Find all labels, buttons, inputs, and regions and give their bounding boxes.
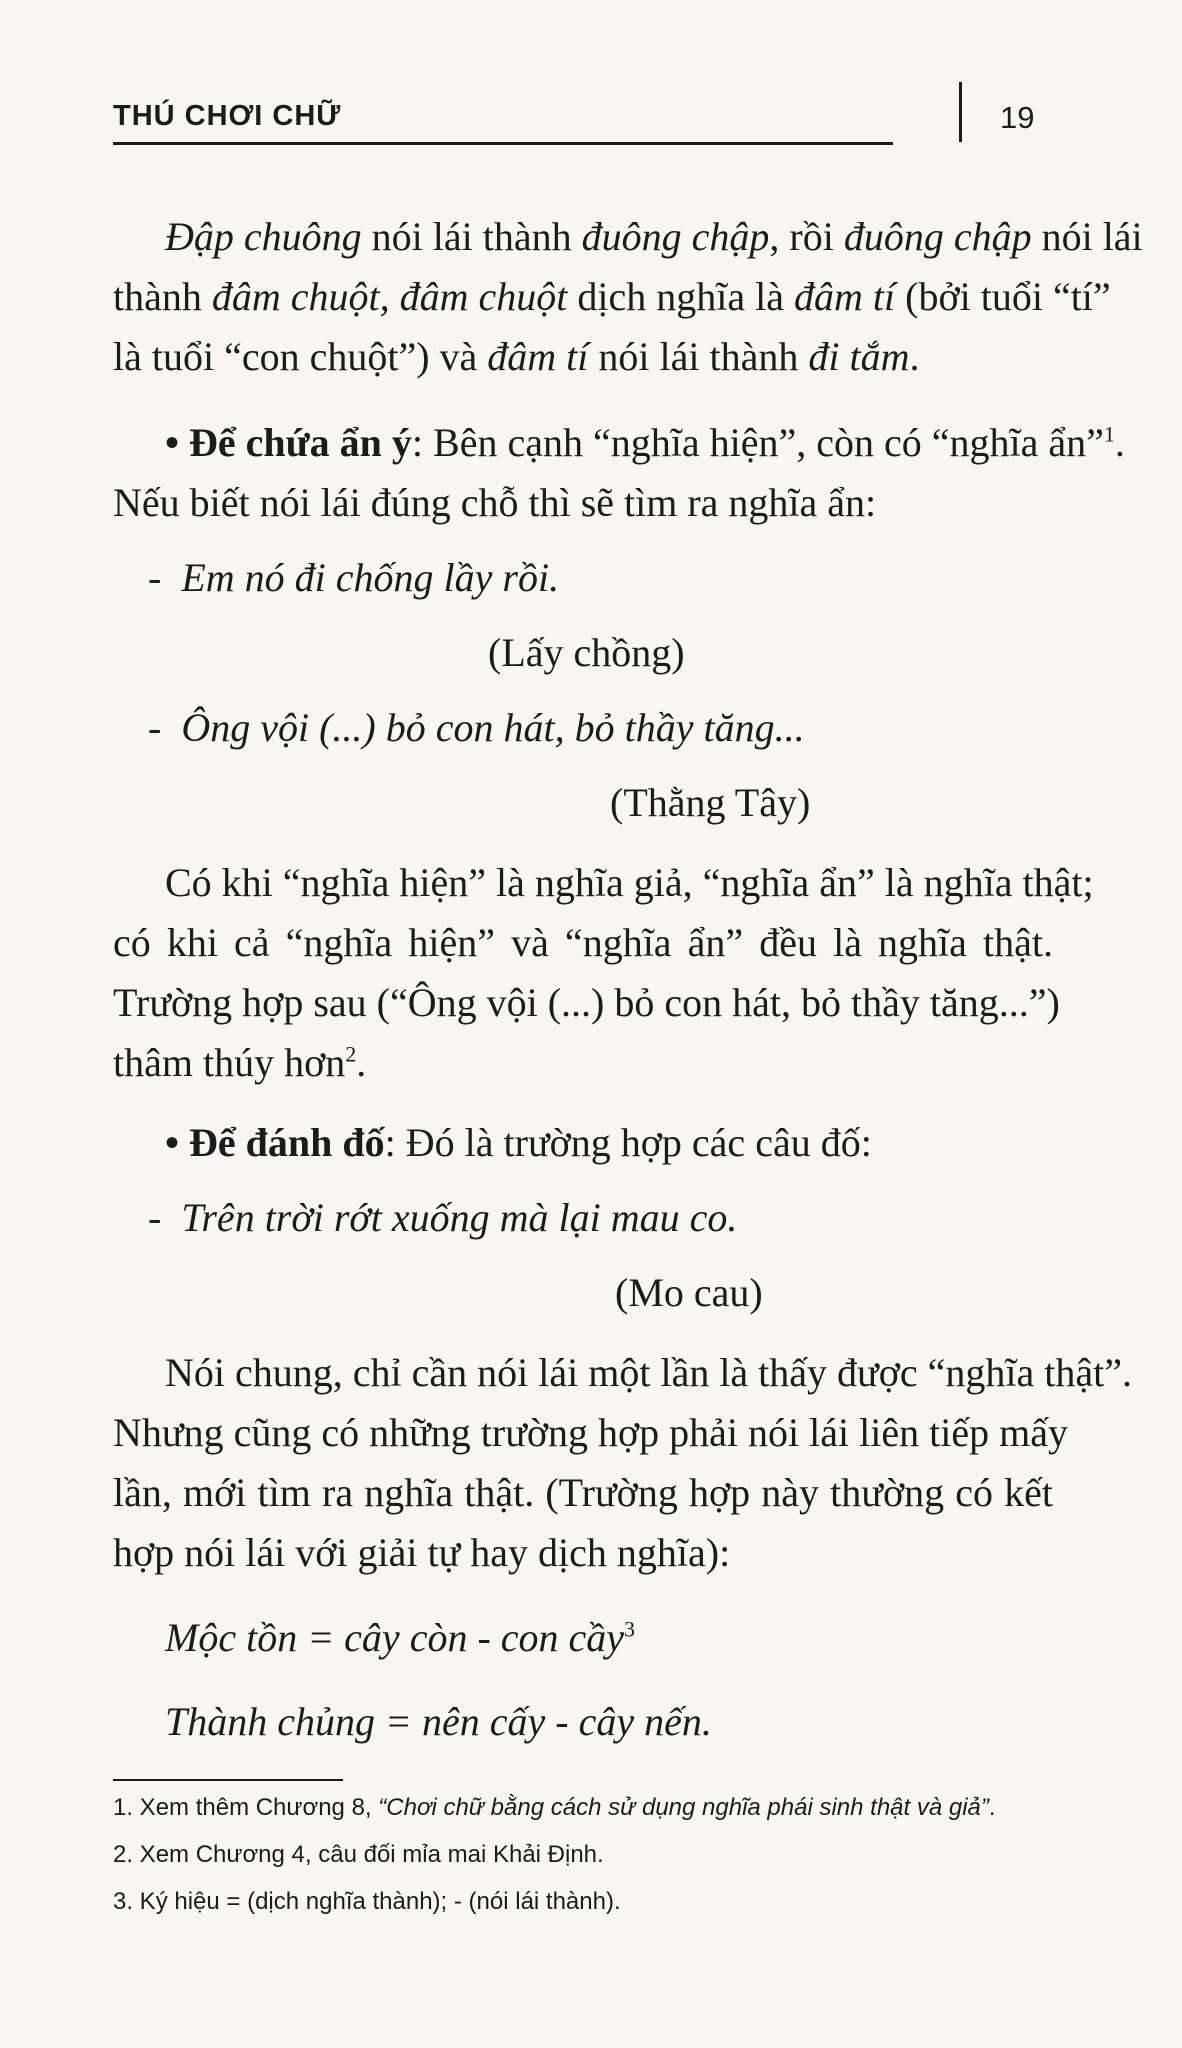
italic-phrase: đâm chuột, đâm chuột (211, 274, 568, 319)
bullet-heading: • Để chứa ẩn ý (165, 420, 412, 465)
footnote-ref: 3 (624, 1616, 636, 1642)
text-line: có khi cả “nghĩa hiện” và “nghĩa ẩn” đều là nghĩa thật. (113, 920, 1053, 965)
text-span: nói lái (1031, 214, 1143, 259)
text-line (165, 212, 1143, 262)
example-line (148, 553, 1088, 603)
header-divider (959, 82, 962, 142)
text-line (113, 1038, 1053, 1088)
text-span: : Đó là trường hợp các câu đố: (384, 1120, 872, 1165)
example-text: Em nó đi chống lầy rồi. (181, 555, 560, 600)
italic-phrase: đâm tí (794, 274, 896, 319)
formula-line (165, 1697, 1105, 1747)
formula-line (165, 1613, 1105, 1663)
example-text: Ông vội (...) bỏ con hát, bỏ thầy tăng... (181, 705, 805, 750)
bullet-heading: • Để đánh đố (165, 1120, 385, 1165)
text-span: : Bên cạnh “nghĩa hiện”, còn có “nghĩa ẩn” (411, 420, 1104, 465)
footnote-ref: 1 (1103, 421, 1115, 447)
footnote-1 (113, 1793, 1073, 1823)
formula-text: Thành chủng = nên cấy - cây nến. (165, 1699, 712, 1744)
footnote-ref: 2 (345, 1041, 357, 1067)
text-line (113, 272, 1111, 322)
text-span: , rồi (769, 214, 844, 259)
example-answer: (Thằng Tây) (610, 780, 811, 825)
dash: - (148, 555, 162, 600)
text-span: nói lái thành (361, 214, 582, 259)
example-text: Trên trời rớt xuống mà lại mau co. (181, 1195, 738, 1240)
text-span: (bởi tuổi “tí” (895, 274, 1111, 319)
italic-phrase: Đập chuông (165, 214, 362, 259)
text-line: Trường hợp sau (“Ông vội (...) bỏ con hát, bỏ thầy tăng...”) (113, 980, 1060, 1025)
text-line (165, 418, 1125, 468)
text-span: 1. Xem thêm Chương 8, (113, 1794, 379, 1821)
footnote-2: 2. Xem Chương 4, câu đối mỉa mai Khải Định. (113, 1841, 604, 1868)
example-answer: (Mo cau) (615, 1270, 763, 1315)
dash: - (148, 705, 162, 750)
text-span: dịch nghĩa là (567, 274, 794, 319)
italic-phrase: đâm tí (487, 334, 589, 379)
example-line (148, 703, 1088, 753)
text-span: . (356, 1040, 367, 1085)
dash: - (148, 1195, 162, 1240)
text-span: . (988, 1794, 996, 1821)
text-line: lần, mới tìm ra nghĩa thật. (Trường hợp này thường có kết (113, 1470, 1053, 1515)
text-line: hợp nói lái với giải tự hay dịch nghĩa): (113, 1530, 731, 1575)
example-line (148, 1193, 1088, 1243)
italic-phrase: “Chơi chữ bằng cách sử dụng nghĩa phái sinh thật và giả” (378, 1794, 989, 1821)
formula-text: Mộc tồn = cây còn - con cầy (165, 1615, 625, 1660)
text-line (165, 1118, 1053, 1168)
text-line: Có khi “nghĩa hiện” là nghĩa giả, “nghĩa ẩn” là nghĩa thật; (165, 860, 1094, 905)
header-rule (113, 142, 893, 145)
italic-phrase: đuông chập (581, 214, 770, 259)
example-answer: (Lấy chồng) (488, 630, 685, 675)
footnote-3: 3. Ký hiệu = (dịch nghĩa thành); - (nói lái thành). (113, 1888, 621, 1915)
text-line: Nhưng cũng có những trường hợp phải nói lái liên tiếp mấy (113, 1410, 1068, 1455)
italic-phrase: đuông chập (843, 214, 1032, 259)
running-title: THÚ CHƠI CHỮ (113, 100, 342, 132)
italic-phrase: đi tắm (808, 334, 910, 379)
text-line: Nói chung, chỉ cần nói lái một lần là thấy được “nghĩa thật”. (165, 1350, 1132, 1395)
text-span: thành (113, 274, 212, 319)
text-span: . (909, 334, 920, 379)
text-span: nói lái thành (588, 334, 809, 379)
text-line: Nếu biết nói lái đúng chỗ thì sẽ tìm ra nghĩa ẩn: (113, 480, 877, 525)
text-span: . (1114, 420, 1125, 465)
footnote-rule (113, 1779, 343, 1781)
page-number: 19 (1000, 100, 1035, 135)
text-span: là tuổi “con chuột”) và (113, 334, 488, 379)
text-span: thâm thúy hơn (113, 1040, 346, 1085)
text-line (113, 332, 1053, 382)
